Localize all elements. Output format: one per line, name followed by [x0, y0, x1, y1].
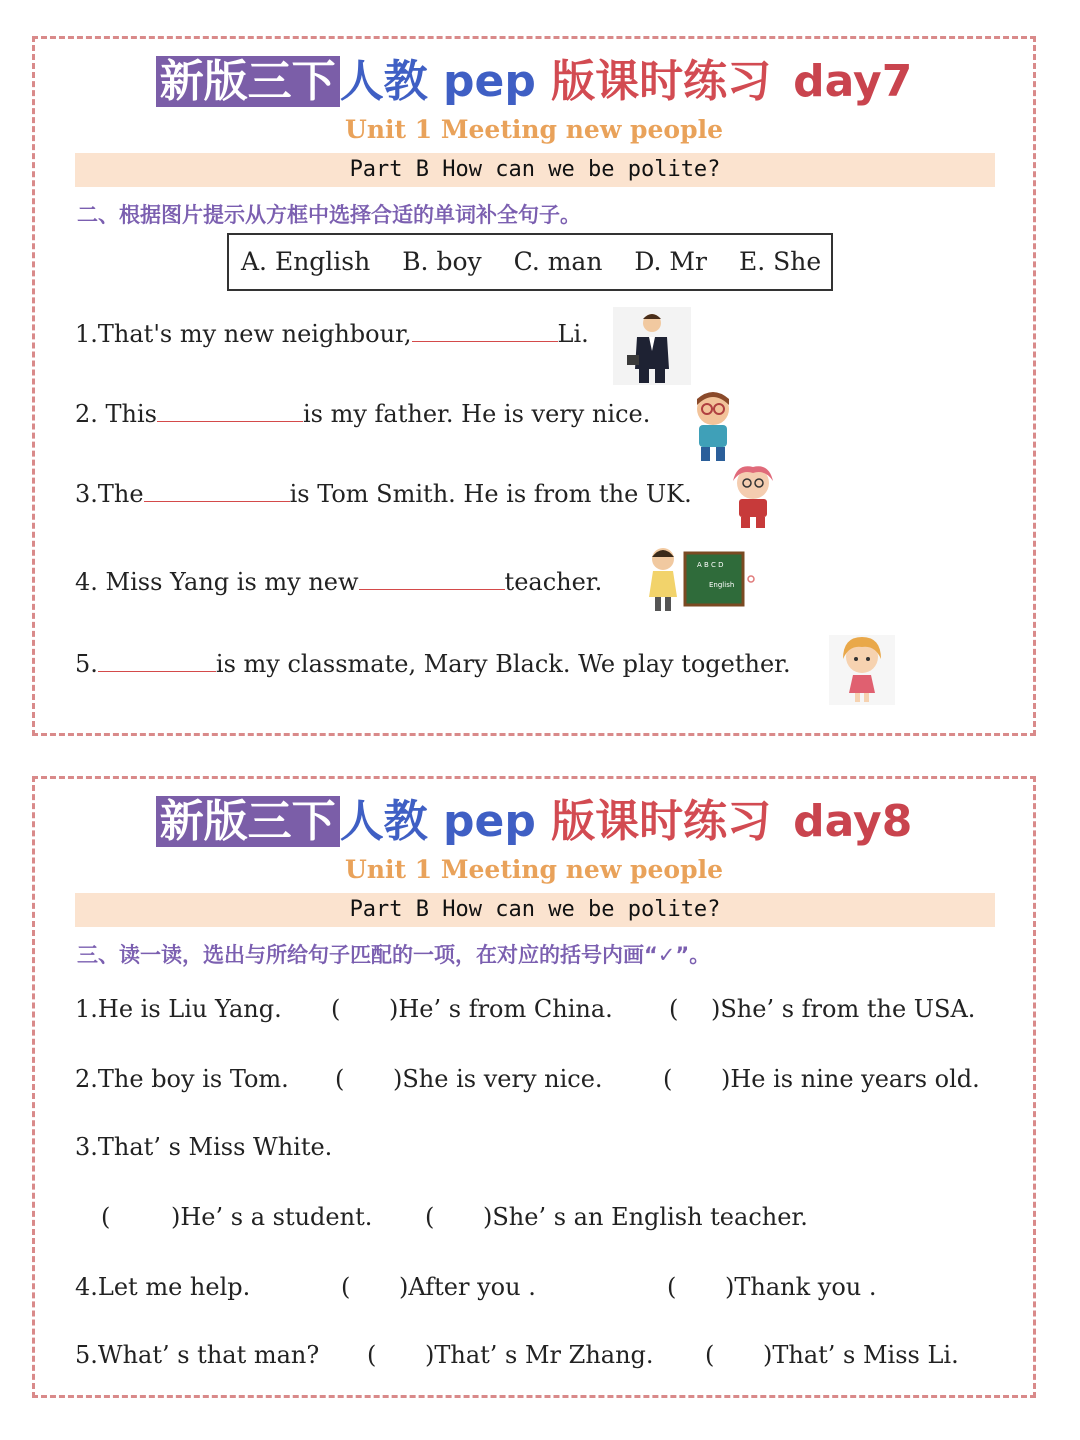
exercise-instruction: 二、根据图片提示从方框中选择合适的单词补全句子。	[77, 203, 581, 227]
option-text: )Thank you .	[725, 1273, 877, 1301]
question-text: 1.That's my new neighbour,	[75, 320, 412, 348]
teacher-blackboard-image	[639, 543, 759, 615]
word-option: A. English	[241, 247, 371, 276]
part-heading: Part B How can we be polite?	[75, 153, 995, 187]
option-text: )He’ s a student.	[171, 1203, 373, 1231]
question-text: is my classmate, Mary Black. We play together.	[215, 650, 791, 678]
row-sentence: 5.What’ s that man?	[75, 1341, 320, 1369]
question-text: 3.The	[75, 480, 144, 508]
businessman-image	[613, 307, 691, 385]
title-highlight: 新版三下	[156, 56, 340, 107]
option-text: )He is nine years old.	[721, 1065, 980, 1093]
word-option: E. She	[738, 247, 822, 276]
svg-text:English: English	[709, 581, 735, 589]
worksheet-title	[35, 53, 1033, 111]
girl-cartoon-image	[829, 635, 895, 705]
tick-bracket[interactable]: (	[367, 1341, 377, 1369]
option-text: )That’ s Mr Zhang.	[425, 1341, 654, 1369]
tick-bracket[interactable]: (	[335, 1065, 345, 1093]
question-text: is Tom Smith. He is from the UK.	[289, 480, 692, 508]
unit-heading: Unit 1 Meeting new people	[345, 855, 723, 884]
tick-bracket[interactable]: (	[425, 1203, 435, 1231]
title-practice: 版课时练习	[551, 796, 772, 847]
question-text: Li.	[557, 320, 589, 348]
word-option: C. man	[513, 247, 603, 276]
tick-bracket[interactable]: (	[667, 1273, 677, 1301]
tick-bracket[interactable]: (	[705, 1341, 715, 1369]
option-text: )That’ s Miss Li.	[763, 1341, 959, 1369]
question-text: is my father. He is very nice.	[302, 400, 651, 428]
tick-bracket[interactable]: (	[669, 995, 679, 1023]
question-2	[75, 399, 650, 428]
question-text: teacher.	[504, 568, 603, 596]
row-sentence: 3.That’ s Miss White.	[75, 1133, 333, 1161]
word-option: B. boy	[402, 247, 482, 276]
row-sentence: 1.He is Liu Yang.	[75, 995, 282, 1023]
part-heading: Part B How can we be polite?	[75, 893, 995, 927]
question-4	[75, 567, 602, 596]
tom-smith-cartoon-image	[717, 463, 789, 529]
option-text: )She’ s from the USA.	[711, 995, 976, 1023]
question-5	[75, 649, 791, 678]
tick-bracket[interactable]: (	[101, 1203, 111, 1231]
title-day: day7	[793, 56, 913, 107]
worksheet-day8	[32, 776, 1036, 1398]
answer-blank[interactable]	[98, 649, 216, 672]
question-1	[75, 319, 589, 348]
answer-blank[interactable]	[412, 319, 558, 342]
worksheet-day7	[32, 36, 1036, 736]
row-sentence: 4.Let me help.	[75, 1273, 251, 1301]
exercise-instruction: 三、读一读，选出与所给句子匹配的一项，在对应的括号内画“✓”。	[77, 943, 711, 967]
row-sentence: 2.The boy is Tom.	[75, 1065, 289, 1093]
title-publisher: 人教 pep	[339, 796, 552, 847]
title-publisher: 人教 pep	[339, 56, 552, 107]
unit-heading: Unit 1 Meeting new people	[345, 115, 723, 144]
question-text: 5.	[75, 650, 98, 678]
father-cartoon-image	[683, 389, 743, 463]
option-text: )She’ s an English teacher.	[483, 1203, 808, 1231]
answer-blank[interactable]	[157, 399, 303, 422]
option-text: )She is very nice.	[393, 1065, 603, 1093]
tick-bracket[interactable]: (	[663, 1065, 673, 1093]
question-text: 4. Miss Yang is my new	[75, 568, 359, 596]
tick-bracket[interactable]: (	[341, 1273, 351, 1301]
word-option: D. Mr	[634, 247, 707, 276]
tick-bracket[interactable]: (	[331, 995, 341, 1023]
question-text: 2. This	[75, 400, 157, 428]
worksheet-title	[35, 793, 1033, 851]
svg-text:A B C D: A B C D	[697, 561, 724, 569]
answer-blank[interactable]	[359, 567, 505, 590]
title-practice: 版课时练习	[551, 56, 772, 107]
question-3	[75, 479, 692, 508]
title-day: day8	[793, 796, 913, 847]
answer-blank[interactable]	[144, 479, 290, 502]
option-text: )After you .	[399, 1273, 536, 1301]
option-text: )He’ s from China.	[389, 995, 613, 1023]
title-highlight: 新版三下	[156, 796, 340, 847]
word-bank	[227, 233, 833, 291]
